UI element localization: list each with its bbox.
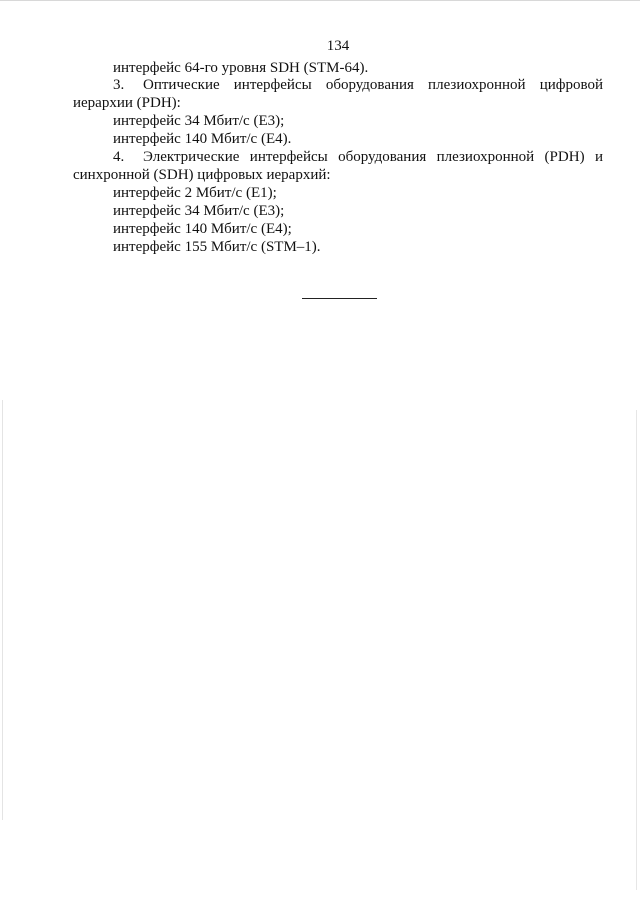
text-line-e1: интерфейс 2 Мбит/с (E1);: [113, 185, 277, 201]
list-item-4-text: Электрические интерфейсы оборудования плезиохронной (PDH) и: [143, 149, 603, 165]
text-line-e4-electrical: интерфейс 140 Мбит/с (E4);: [113, 221, 292, 237]
text-line-e4-optical: интерфейс 140 Мбит/с (E4).: [113, 131, 292, 147]
list-item-3-number: 3.: [113, 77, 125, 93]
text-line-stm1: интерфейс 155 Мбит/с (STM–1).: [113, 239, 321, 255]
text-line-e3-optical: интерфейс 34 Мбит/с (E3);: [113, 113, 285, 129]
list-item-3-text: Оптические интерфейсы оборудования плезиохронной цифровой: [143, 77, 603, 93]
list-item-3-continuation: иерархии (PDH):: [73, 95, 181, 111]
text-line-e3-electrical: интерфейс 34 Мбит/с (E3);: [113, 203, 285, 219]
scan-edge-right: [636, 410, 637, 890]
text-line-stm64: интерфейс 64-го уровня SDH (STM-64).: [113, 60, 369, 76]
list-item-3-first-line: [113, 75, 603, 95]
list-item-4-first-line: [113, 147, 603, 167]
list-item-4-number: 4.: [113, 149, 125, 165]
scan-edge-left: [2, 400, 3, 820]
scan-edge-top: [0, 0, 640, 1]
page-number: 134: [326, 38, 350, 54]
end-of-section-rule: [302, 298, 377, 299]
list-item-4-continuation: синхронной (SDH) цифровых иерархий:: [73, 167, 331, 183]
